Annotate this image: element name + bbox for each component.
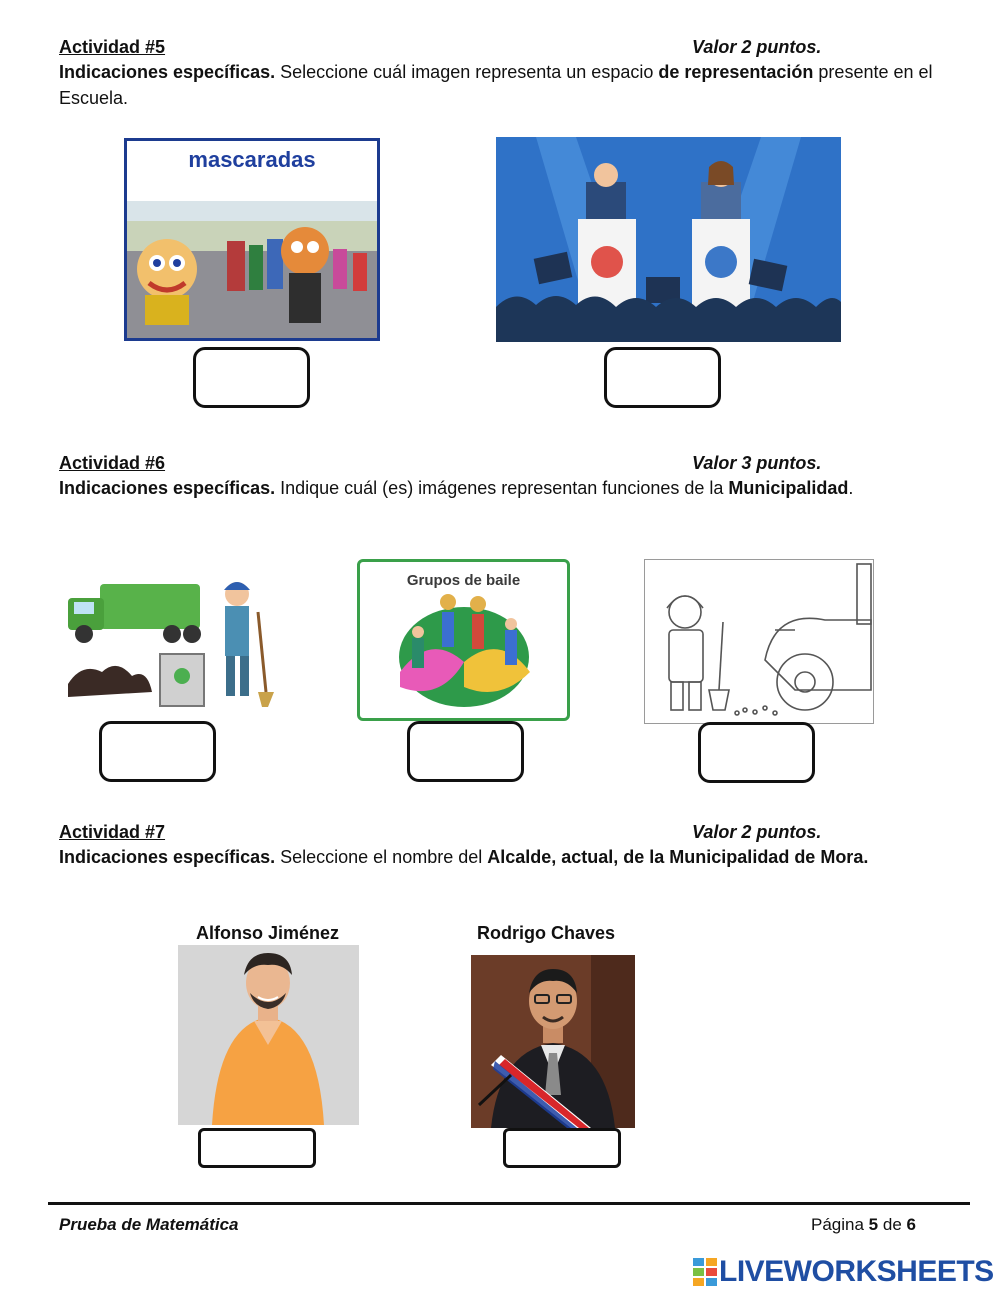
person1-photo — [178, 945, 359, 1125]
instructions-bold: Alcalde, actual, de la Municipalidad de Mora. — [487, 847, 869, 867]
page-number: 5 — [868, 1215, 879, 1234]
liveworksheets-logo-icon — [693, 1258, 717, 1286]
activity7-value: Valor 2 puntos. — [692, 822, 822, 842]
answer-box-a6-2[interactable] — [407, 721, 524, 782]
activity7-instructions — [59, 844, 949, 870]
debate-image — [496, 137, 841, 342]
road-construction-image — [644, 559, 874, 724]
garbage-collection-image — [62, 572, 277, 712]
answer-box-a5-2[interactable] — [604, 347, 721, 408]
page-of: de — [878, 1215, 907, 1234]
instructions-lead: Indicaciones específicas. — [59, 847, 276, 867]
answer-box-a7-2[interactable] — [503, 1128, 621, 1168]
activity7-title: Actividad #7 — [59, 822, 166, 842]
instructions-text: Seleccione el nombre del — [275, 847, 488, 867]
person1-name: Alfonso Jiménez — [196, 923, 340, 943]
activity5-title: Actividad #5 — [59, 37, 166, 57]
activity6-title: Actividad #6 — [59, 453, 166, 473]
page-total: 6 — [906, 1215, 916, 1234]
instructions-text: Seleccione cuál imagen representa un espacio — [275, 62, 659, 82]
mascaradas-caption: mascaradas — [188, 147, 316, 172]
person2-photo — [471, 955, 635, 1128]
answer-box-a5-1[interactable] — [193, 347, 310, 408]
mascaradas-image — [124, 138, 380, 341]
instructions-text: Indique cuál (es) imágenes representan funciones de la — [275, 478, 729, 498]
instructions-lead: Indicaciones específicas. — [59, 478, 276, 498]
page-word: Página — [811, 1215, 869, 1234]
instructions-text: . — [848, 478, 854, 498]
instructions-text: presente en el Escuela. — [59, 62, 933, 108]
answer-box-a7-1[interactable] — [198, 1128, 316, 1168]
answer-box-a6-3[interactable] — [698, 722, 815, 783]
dance-groups-caption: Grupos de baile — [406, 572, 521, 589]
footer-subject: Prueba de Matemática — [59, 1215, 239, 1234]
instructions-bold: de representación — [658, 62, 814, 82]
liveworksheets-logo — [693, 1255, 994, 1289]
activity6-instructions — [59, 475, 949, 501]
dance-groups-image — [357, 559, 570, 721]
liveworksheets-brand-text: LIVEWORKSHEETS — [719, 1255, 994, 1288]
person2-name: Rodrigo Chaves — [477, 923, 616, 943]
footer-page-indicator — [811, 1215, 916, 1235]
instructions-lead: Indicaciones específicas. — [59, 62, 276, 82]
instructions-bold: Municipalidad — [728, 478, 849, 498]
activity5-value: Valor 2 puntos. — [692, 37, 822, 57]
activity6-value: Valor 3 puntos. — [692, 453, 822, 473]
activity5-instructions — [59, 59, 949, 111]
answer-box-a6-1[interactable] — [99, 721, 216, 782]
footer-divider — [48, 1202, 970, 1205]
